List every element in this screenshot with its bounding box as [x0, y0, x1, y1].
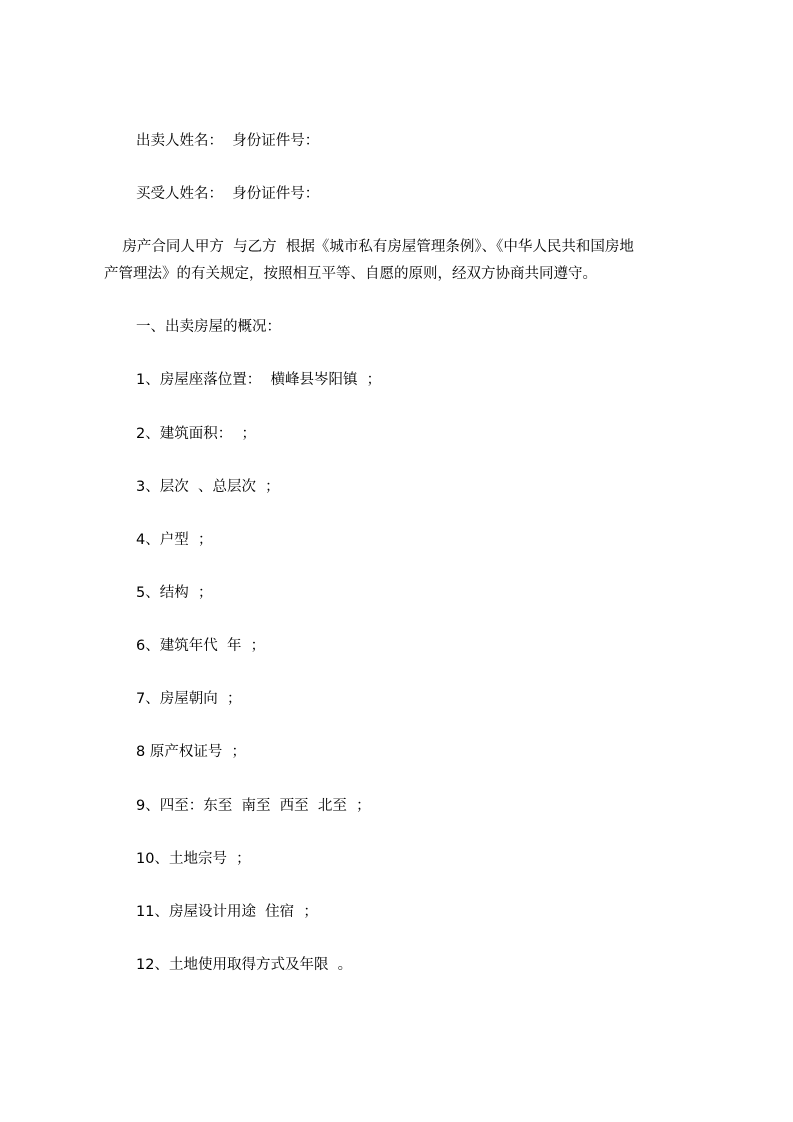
list-item: 11、房屋设计用途 住宿 ； [136, 904, 318, 920]
list-item: 3、层次 、总层次 ； [136, 479, 280, 495]
list-item: 9、四至：东至 南至 西至 北至 ； [136, 798, 371, 814]
list-item: 12、土地使用取得方式及年限 。 [136, 957, 353, 973]
intro-paragraph-line-1: 房产合同人甲方 与乙方 根据《城市私有房屋管理条例》、《中华人民共和国房地 [104, 239, 634, 255]
list-item: 4、户型 ； [136, 532, 213, 548]
list-item: 10、土地宗号 ； [136, 851, 251, 867]
list-item: 5、结构 ； [136, 585, 213, 601]
list-item: 6、建筑年代 年 ； [136, 638, 266, 654]
list-item: 7、房屋朝向 ； [136, 691, 242, 707]
section-heading: 一、出卖房屋的概况： [136, 319, 281, 335]
buyer-line: 买受人姓名： 身份证件号： [136, 186, 320, 202]
list-item: 8 原产权证号 ； [136, 744, 247, 760]
intro-paragraph-line-2: 产管理法》的有关规定，按照相互平等、自愿的原则，经双方协商共同遵守。 [104, 266, 597, 282]
seller-line: 出卖人姓名： 身份证件号： [136, 133, 320, 149]
list-item: 2、建筑面积： ； [136, 426, 256, 442]
list-item: 1、房屋座落位置： 横峰县岑阳镇 ； [136, 372, 382, 388]
